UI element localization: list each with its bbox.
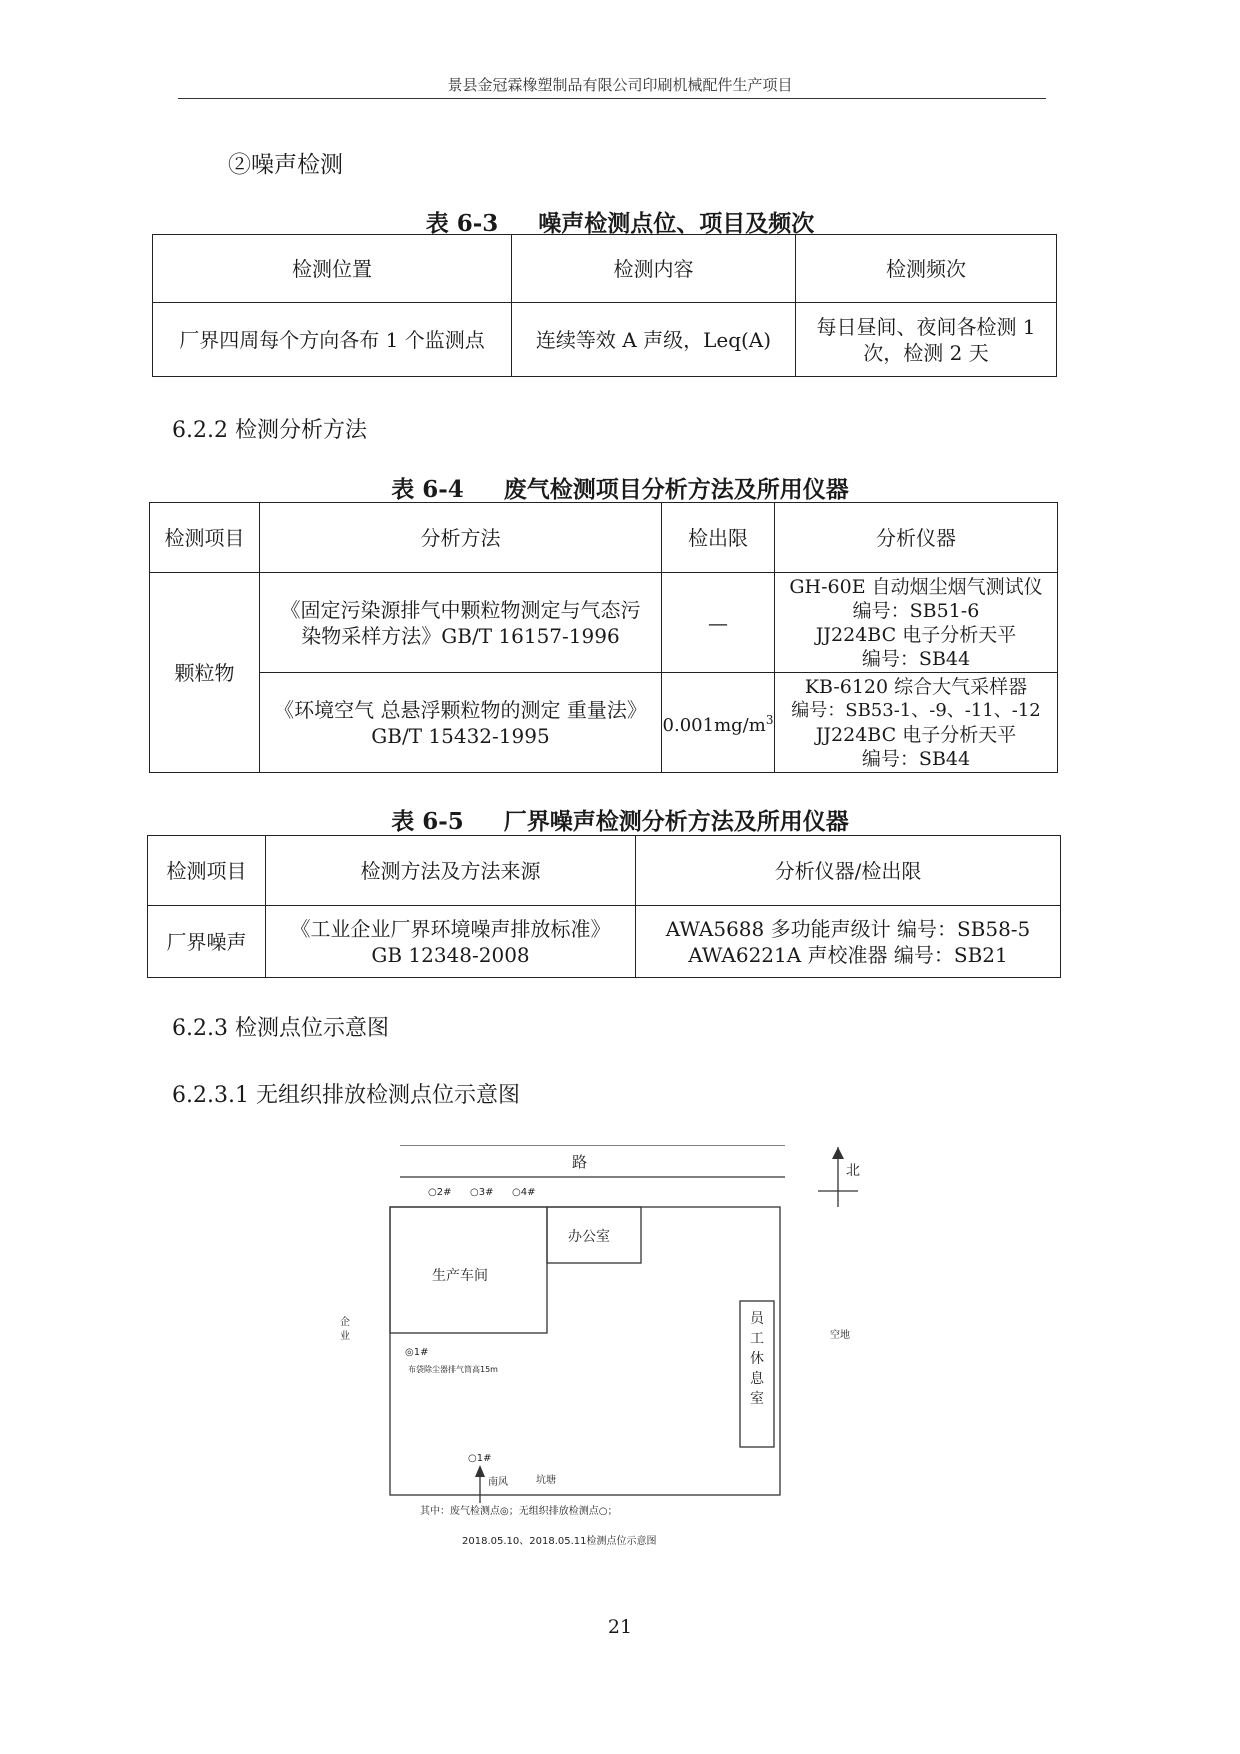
page-header: 景县金冠霖橡塑制品有限公司印刷机械配件生产项目 (447, 76, 793, 94)
diagram-legend: 其中：废气检测点◎；无组织排放检测点○； (420, 1506, 618, 1517)
noise-heading: ②噪声检测 (228, 152, 343, 178)
road-label: 路 (572, 1153, 588, 1171)
table-cell: 连续等效 A 声级，Leq(A) (512, 303, 796, 377)
table-row (150, 573, 1058, 673)
method-line: 染物采样方法》GB/T 16157-1996 (301, 623, 620, 648)
monitoring-point-4: ○4# (512, 1187, 536, 1198)
instrument-line: KB-6120 综合大气采样器 (804, 675, 1028, 698)
staff-room-char: 工 (750, 1331, 764, 1347)
instrument-line: 编号：SB44 (861, 747, 971, 770)
pond-label: 坑塘 (536, 1475, 556, 1486)
table-6-5-caption (0, 803, 1240, 836)
section-6-2-2-heading: 6.2.2 检测分析方法 (172, 418, 367, 443)
west-label-char: 企 (340, 1317, 350, 1328)
staff-room-char: 息 (750, 1371, 764, 1387)
staff-room-char: 室 (750, 1391, 764, 1407)
table-header: 检测项目 (148, 836, 266, 906)
table-header: 检测方法及方法来源 (266, 836, 636, 906)
section-6-2-3-heading: 6.2.3 检测点位示意图 (172, 1016, 389, 1041)
limit-value: 0.001mg/m (662, 714, 766, 736)
instrument-line: AWA5688 多功能声级计 编号：SB58-5 (665, 916, 1031, 941)
table-cell-instrument (636, 906, 1061, 978)
table-cell-method (260, 673, 662, 773)
wind-label: 南风 (488, 1477, 508, 1488)
table-6-4-number: 表 6-4 (391, 476, 464, 503)
table-row (153, 303, 1057, 377)
table-6-5-title: 厂界噪声检测分析方法及所用仪器 (503, 808, 849, 835)
instrument-line: 编号：SB53-1、-9、-11、-12 (791, 699, 1041, 721)
table-header: 检测频次 (796, 235, 1057, 303)
method-line: 《环境空气 总悬浮颗粒物的测定 重量法》 (274, 697, 647, 722)
table-cell-method (266, 906, 636, 978)
table-header: 检测内容 (512, 235, 796, 303)
exhaust-stack-description: 布袋除尘器排气筒高15m (408, 1365, 498, 1374)
table-6-3-title: 噪声检测点位、项目及频次 (538, 210, 815, 237)
monitoring-point-diagram (340, 1145, 900, 1555)
table-header: 分析方法 (260, 503, 662, 573)
limit-superscript: 3 (765, 712, 774, 727)
method-line: 《工业企业厂界环境噪声排放标准》 (290, 916, 611, 941)
table-header: 分析仪器 (775, 503, 1058, 573)
monitoring-point-3: ○3# (470, 1187, 494, 1198)
table-cell-limit: — (662, 573, 775, 673)
workshop-label: 生产车间 (432, 1268, 488, 1284)
table-cell: 每日昼间、夜间各检测 1 次，检测 2 天 (796, 303, 1057, 377)
north-label: 北 (846, 1163, 860, 1179)
instrument-line: 编号：SB44 (861, 647, 971, 670)
table-6-3 (152, 234, 1057, 377)
table-header: 检测项目 (150, 503, 260, 573)
table-6-4-caption (0, 471, 1240, 504)
method-line: GB 12348-2008 (371, 942, 530, 967)
section-6-2-3-1-heading: 6.2.3.1 无组织排放检测点位示意图 (172, 1083, 520, 1108)
exhaust-point-1: ◎1# (405, 1347, 429, 1358)
header-rule (178, 98, 1046, 99)
table-6-4 (149, 502, 1058, 773)
table-6-4-title: 废气检测项目分析方法及所用仪器 (503, 476, 849, 503)
monitoring-point-2: ○2# (428, 1187, 452, 1198)
table-row (150, 673, 1058, 773)
wind-arrow-icon (475, 1465, 485, 1477)
staff-room-char: 员 (750, 1311, 764, 1327)
table-6-3-number: 表 6-3 (425, 210, 499, 237)
east-label: 空地 (830, 1330, 850, 1341)
page-number: 21 (607, 1616, 633, 1638)
north-arrow-icon (832, 1147, 844, 1159)
table-cell: 厂界四周每个方向各布 1 个监测点 (153, 303, 512, 377)
instrument-line: JJ224BC 电子分析天平 (815, 723, 1017, 746)
table-cell-method (260, 573, 662, 673)
method-line: 《固定污染源排气中颗粒物测定与气态污 (280, 597, 641, 622)
monitoring-point-1: ○1# (468, 1453, 492, 1464)
table-header: 分析仪器/检出限 (636, 836, 1061, 906)
diagram-date-caption: 2018.05.10、2018.05.11检测点位示意图 (462, 1536, 657, 1547)
table-cell-item: 厂界噪声 (148, 906, 266, 978)
table-cell-instrument (775, 673, 1058, 773)
method-line: GB/T 15432-1995 (371, 723, 550, 748)
table-header: 检出限 (662, 503, 775, 573)
instrument-line: GH-60E 自动烟尘烟气测试仪 (789, 575, 1043, 598)
staff-room-char: 休 (750, 1351, 764, 1367)
instrument-line: AWA6221A 声校准器 编号：SB21 (688, 942, 1008, 967)
west-label-char: 业 (340, 1331, 350, 1342)
table-row (148, 906, 1061, 978)
table-header: 检测位置 (153, 235, 512, 303)
table-6-5-number: 表 6-5 (391, 808, 464, 835)
table-cell-instrument (775, 573, 1058, 673)
table-cell-limit (662, 673, 775, 773)
table-6-5 (147, 835, 1061, 978)
table-cell-item: 颗粒物 (150, 573, 260, 773)
site-boundary (390, 1207, 780, 1495)
instrument-line: 编号：SB51-6 (852, 599, 980, 622)
instrument-line: JJ224BC 电子分析天平 (815, 623, 1017, 646)
office-label: 办公室 (568, 1229, 610, 1245)
